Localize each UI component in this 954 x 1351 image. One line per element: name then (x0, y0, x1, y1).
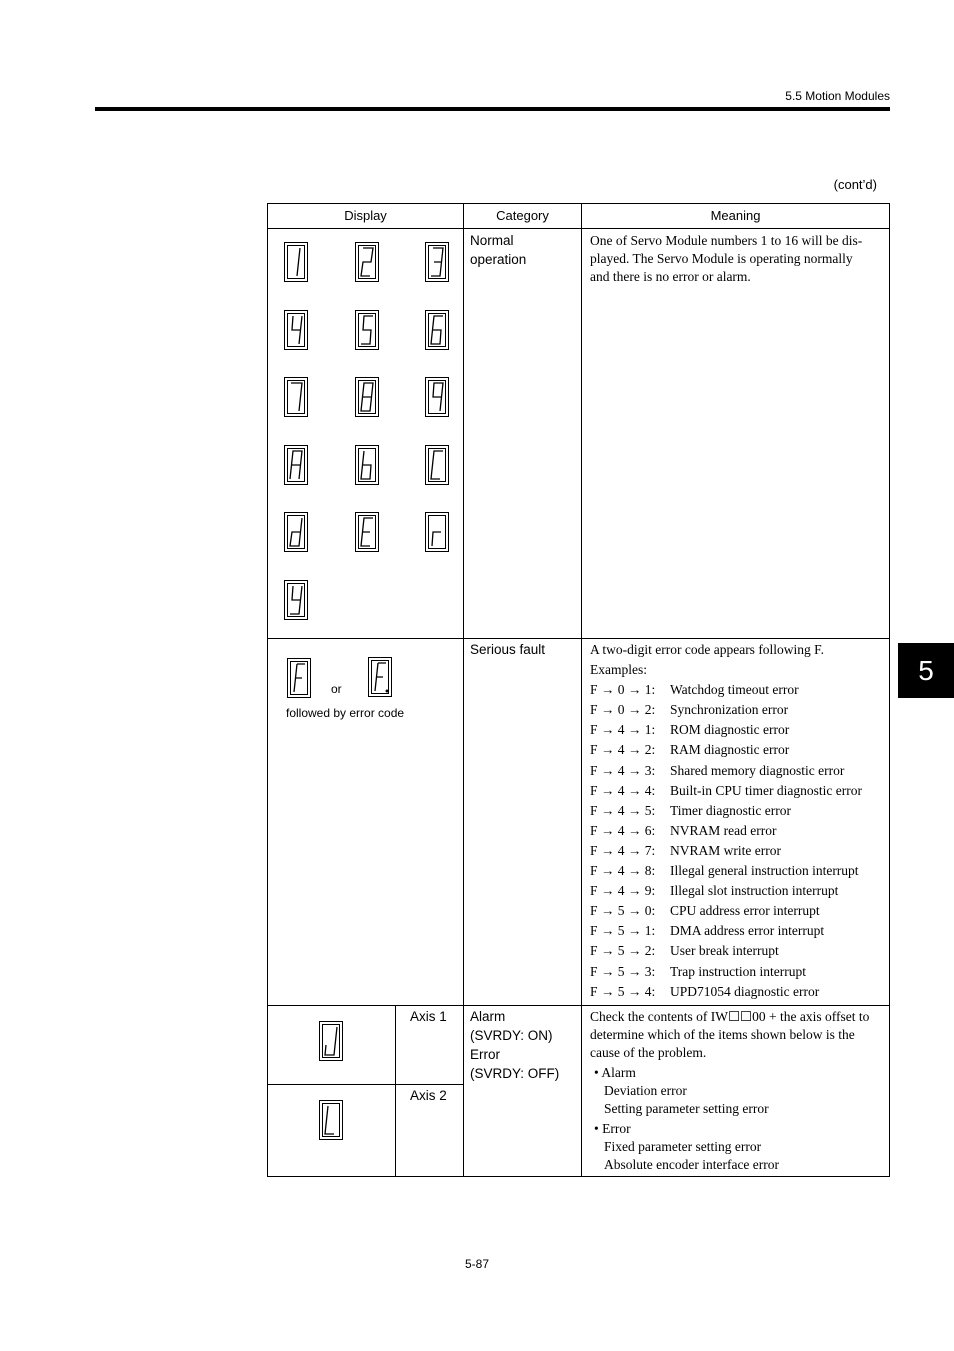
category-line: Alarm (470, 1009, 506, 1024)
error-code-item (590, 921, 862, 941)
meaning-line: One of Servo Module numbers 1 to 16 will be dis- (590, 233, 863, 248)
seg-display-d (284, 512, 308, 552)
error-label: • Error (594, 1121, 631, 1136)
error-description: ROM diagnostic error (670, 722, 790, 738)
error-code-item (590, 740, 862, 760)
error-code-item (590, 700, 862, 720)
error-code: F → 0 → 2: (590, 702, 656, 718)
meaning-line: Examples: (590, 662, 647, 678)
error-description: DMA address error interrupt (670, 923, 825, 939)
error-code: F → 4 → 1: (590, 722, 656, 738)
error-code-item (590, 680, 862, 700)
error-description: Built-in CPU timer diagnostic error (670, 782, 862, 798)
or-label: or (331, 682, 342, 696)
seg-display-F (287, 658, 311, 698)
category-normal (470, 231, 526, 269)
error-item: Absolute encoder interface error (604, 1157, 780, 1172)
seg-display-3 (425, 242, 449, 282)
meaning-line: and there is no error or alarm. (590, 269, 751, 284)
row-divider-1 (268, 638, 889, 639)
error-item: Fixed parameter setting error (604, 1139, 762, 1154)
display-table (267, 203, 890, 1177)
error-code: F → 4 → 7: (590, 842, 656, 858)
category-line: (SVRDY: ON) (470, 1028, 553, 1043)
error-code-list (590, 680, 862, 1002)
category-line: Normal (470, 233, 514, 248)
error-code: F → 4 → 4: (590, 782, 656, 798)
section-header: 5.5 Motion Modules (785, 89, 890, 103)
alarm-item: Deviation error (604, 1083, 687, 1098)
seg-display-A (284, 445, 308, 485)
error-code: F → 4 → 3: (590, 762, 656, 778)
category-serious-fault (470, 640, 545, 659)
seg-display-axis1 (319, 1021, 343, 1061)
axis1-label: Axis 1 (410, 1009, 447, 1024)
error-description: Timer diagnostic error (670, 802, 791, 818)
meaning-line: Check the contents of IW☐☐00 + the axis offset to (590, 1009, 870, 1024)
followed-by-error-code: followed by error code (286, 706, 405, 720)
error-description: Shared memory diagnostic error (670, 762, 845, 778)
error-code: F → 0 → 1: (590, 682, 656, 698)
error-code-item (590, 901, 862, 921)
error-code-item (590, 962, 862, 982)
alarm-item: Setting parameter setting error (604, 1101, 769, 1116)
meaning-line: determine which of the items shown below is the (590, 1027, 855, 1042)
seg-display-1 (284, 242, 308, 282)
seg-display-E (355, 512, 379, 552)
row-divider-2 (268, 1005, 889, 1006)
meaning-line: A two-digit error code appears following F. (590, 642, 824, 657)
error-code-item (590, 781, 862, 801)
error-code-item (590, 881, 862, 901)
seg-display-2 (355, 242, 379, 282)
seg-display-F-dot (368, 657, 392, 697)
seg-display-7 (284, 377, 308, 417)
error-code-item (590, 941, 862, 961)
category-line: (SVRDY: OFF) (470, 1066, 560, 1081)
error-code: F → 4 → 9: (590, 883, 656, 899)
continued-label: (cont’d) (833, 177, 877, 192)
header-rule (95, 107, 890, 111)
error-code: F → 5 → 1: (590, 923, 656, 939)
error-code: F → 5 → 3: (590, 963, 656, 979)
error-description: User break interrupt (670, 943, 779, 959)
error-description: UPD71054 diagnostic error (670, 983, 820, 999)
error-code: F → 4 → 6: (590, 822, 656, 838)
error-description: Synchronization error (670, 702, 789, 718)
meaning-line: cause of the problem. (590, 1045, 707, 1060)
error-description: NVRAM read error (670, 822, 777, 838)
page-number: 5-87 (464, 1257, 490, 1271)
error-code-item (590, 801, 862, 821)
alarm-label: • Alarm (594, 1065, 636, 1080)
error-description: Watchdog timeout error (670, 682, 799, 698)
header-category: Category (496, 208, 549, 223)
error-code-item (590, 861, 862, 881)
seg-display-4 (284, 310, 308, 350)
error-description: RAM diagnostic error (670, 742, 790, 758)
seg-display-C (425, 445, 449, 485)
chapter-tab: 5 (898, 643, 954, 698)
category-line: Error (470, 1047, 500, 1062)
error-code: F → 5 → 2: (590, 943, 656, 959)
error-description: NVRAM write error (670, 842, 781, 858)
error-code-item (590, 841, 862, 861)
category-alarm-error (470, 1007, 559, 1083)
seg-display-6 (425, 310, 449, 350)
seg-display-y (284, 580, 308, 620)
error-code: F → 4 → 5: (590, 802, 656, 818)
axis-divider (395, 1006, 396, 1176)
error-code-item (590, 761, 862, 781)
error-code-item (590, 720, 862, 740)
col-divider-2 (581, 204, 582, 1176)
seg-display-9 (425, 377, 449, 417)
header-display: Display (344, 208, 387, 223)
meaning-line: played. The Servo Module is operating normally (590, 251, 853, 266)
category-line: Serious fault (470, 642, 546, 657)
error-code: F → 5 → 4: (590, 983, 656, 999)
seg-display-5 (355, 310, 379, 350)
error-code: F → 4 → 2: (590, 742, 656, 758)
error-description: Illegal general instruction interrupt (670, 863, 859, 879)
error-description: CPU address error interrupt (670, 903, 820, 919)
seg-display-axis2 (319, 1100, 343, 1140)
col-divider-1 (463, 204, 464, 1176)
seg-display-8 (355, 377, 379, 417)
error-description: Trap instruction interrupt (670, 963, 806, 979)
category-line: operation (470, 252, 527, 267)
seg-display-r (425, 512, 449, 552)
axis2-label: Axis 2 (410, 1088, 447, 1103)
axis-row-divider (268, 1084, 463, 1085)
error-code-item (590, 821, 862, 841)
meaning-serious-fault (590, 640, 862, 1002)
error-code-item (590, 982, 862, 1002)
meaning-normal (590, 232, 862, 286)
seg-display-b (355, 445, 379, 485)
error-description: Illegal slot instruction interrupt (670, 883, 839, 899)
header-meaning: Meaning (710, 208, 761, 223)
error-code: F → 4 → 8: (590, 863, 656, 879)
meaning-alarm-error (590, 1008, 869, 1174)
error-code: F → 5 → 0: (590, 903, 656, 919)
